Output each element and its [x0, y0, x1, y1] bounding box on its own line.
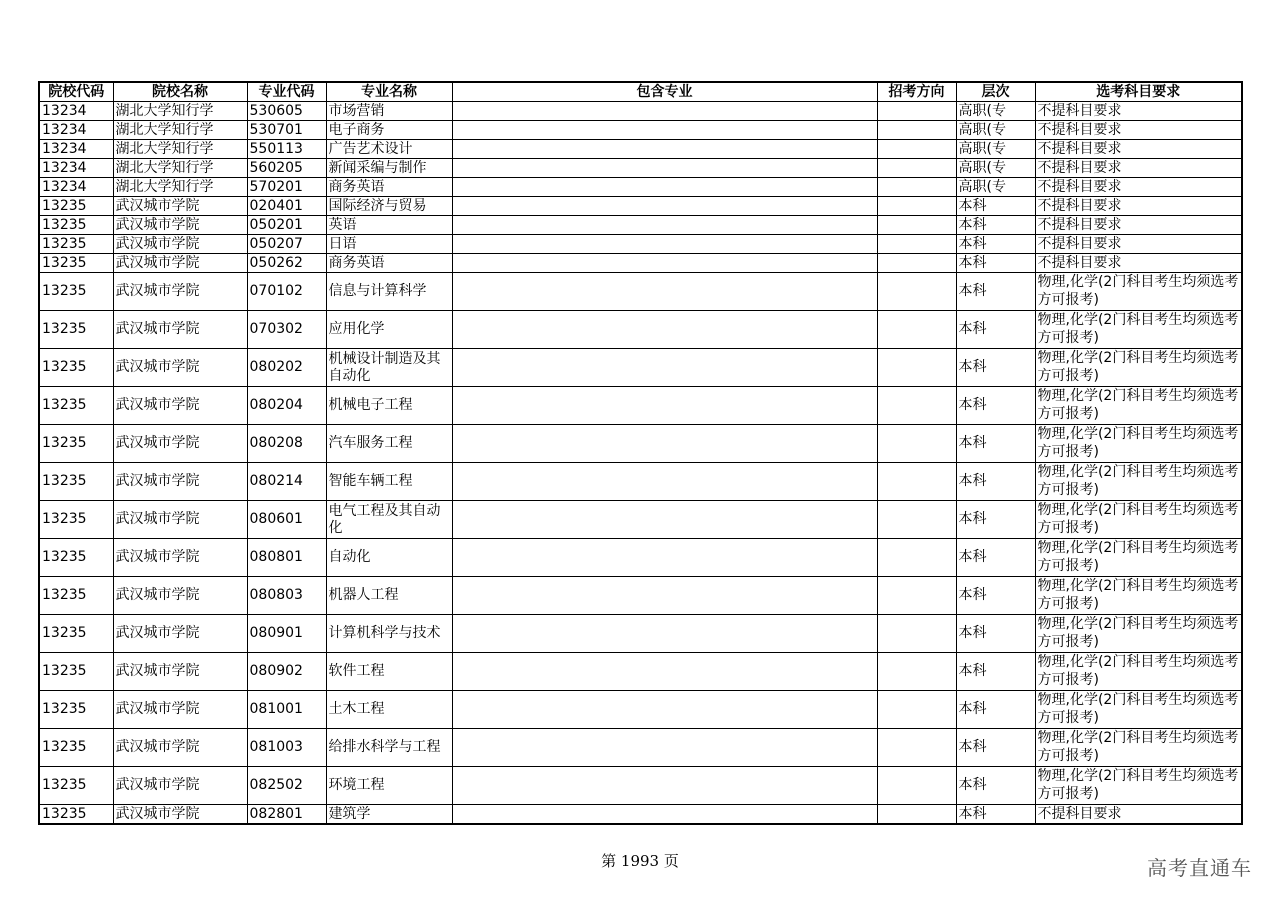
cell-school-code: 13235 [39, 615, 113, 653]
cell-subject-requirement: 不提科目要求 [1035, 254, 1242, 273]
cell-direction [877, 653, 956, 691]
table-row [39, 273, 1242, 311]
cell-subject-requirement: 物理,化学(2门科目考生均须选考方可报考) [1035, 539, 1242, 577]
cell-included-majors [452, 805, 877, 825]
cell-major-name: 建筑学 [326, 805, 452, 825]
header-level: 层次 [956, 82, 1035, 102]
cell-level: 本科 [956, 653, 1035, 691]
cell-subject-requirement: 不提科目要求 [1035, 159, 1242, 178]
cell-school-name: 武汉城市学院 [113, 216, 247, 235]
cell-level: 高职(专 [956, 159, 1035, 178]
cell-major-code: 080601 [247, 501, 326, 539]
cell-subject-requirement: 不提科目要求 [1035, 121, 1242, 140]
cell-major-code: 070302 [247, 311, 326, 349]
table-row [39, 216, 1242, 235]
cell-school-name: 武汉城市学院 [113, 197, 247, 216]
cell-included-majors [452, 425, 877, 463]
table-row [39, 387, 1242, 425]
admission-table [38, 81, 1243, 825]
cell-direction [877, 311, 956, 349]
cell-subject-requirement: 不提科目要求 [1035, 805, 1242, 825]
table-row [39, 805, 1242, 825]
cell-major-code: 070102 [247, 273, 326, 311]
cell-major-name: 电气工程及其自动化 [326, 501, 452, 539]
cell-direction [877, 463, 956, 501]
header-school-name: 院校名称 [113, 82, 247, 102]
cell-direction [877, 178, 956, 197]
table-row [39, 729, 1242, 767]
cell-school-code: 13235 [39, 425, 113, 463]
table-row [39, 178, 1242, 197]
cell-direction [877, 387, 956, 425]
cell-subject-requirement: 物理,化学(2门科目考生均须选考方可报考) [1035, 615, 1242, 653]
cell-direction [877, 197, 956, 216]
cell-school-name: 武汉城市学院 [113, 463, 247, 501]
cell-major-name: 国际经济与贸易 [326, 197, 452, 216]
cell-school-code: 13234 [39, 102, 113, 121]
cell-major-name: 商务英语 [326, 254, 452, 273]
cell-level: 本科 [956, 501, 1035, 539]
cell-major-name: 机器人工程 [326, 577, 452, 615]
cell-included-majors [452, 216, 877, 235]
cell-school-name: 武汉城市学院 [113, 539, 247, 577]
cell-direction [877, 273, 956, 311]
cell-level: 本科 [956, 254, 1035, 273]
cell-major-name: 智能车辆工程 [326, 463, 452, 501]
cell-school-code: 13235 [39, 463, 113, 501]
table-row [39, 767, 1242, 805]
cell-major-code: 570201 [247, 178, 326, 197]
table-row [39, 691, 1242, 729]
cell-direction [877, 805, 956, 825]
cell-level: 本科 [956, 463, 1035, 501]
cell-school-code: 13235 [39, 805, 113, 825]
cell-school-name: 武汉城市学院 [113, 577, 247, 615]
table-row [39, 159, 1242, 178]
cell-direction [877, 159, 956, 178]
cell-included-majors [452, 463, 877, 501]
cell-subject-requirement: 物理,化学(2门科目考生均须选考方可报考) [1035, 273, 1242, 311]
cell-major-code: 080208 [247, 425, 326, 463]
cell-direction [877, 254, 956, 273]
cell-school-name: 武汉城市学院 [113, 273, 247, 311]
cell-major-code: 020401 [247, 197, 326, 216]
cell-major-code: 080902 [247, 653, 326, 691]
cell-direction [877, 235, 956, 254]
cell-direction [877, 349, 956, 387]
header-major-name: 专业名称 [326, 82, 452, 102]
header-school-code: 院校代码 [39, 82, 113, 102]
cell-included-majors [452, 349, 877, 387]
header-subject-requirement: 选考科目要求 [1035, 82, 1242, 102]
cell-included-majors [452, 387, 877, 425]
cell-school-name: 武汉城市学院 [113, 501, 247, 539]
cell-school-code: 13234 [39, 121, 113, 140]
cell-school-name: 湖北大学知行学 [113, 140, 247, 159]
cell-direction [877, 691, 956, 729]
cell-direction [877, 539, 956, 577]
cell-included-majors [452, 539, 877, 577]
table-row [39, 501, 1242, 539]
table-row [39, 539, 1242, 577]
cell-major-name: 日语 [326, 235, 452, 254]
cell-major-name: 汽车服务工程 [326, 425, 452, 463]
cell-school-code: 13235 [39, 254, 113, 273]
cell-major-name: 新闻采编与制作 [326, 159, 452, 178]
table-row [39, 425, 1242, 463]
cell-major-code: 081001 [247, 691, 326, 729]
cell-included-majors [452, 767, 877, 805]
cell-subject-requirement: 不提科目要求 [1035, 140, 1242, 159]
cell-subject-requirement: 不提科目要求 [1035, 216, 1242, 235]
cell-school-name: 武汉城市学院 [113, 235, 247, 254]
cell-direction [877, 577, 956, 615]
cell-direction [877, 501, 956, 539]
cell-level: 本科 [956, 691, 1035, 729]
table-row [39, 463, 1242, 501]
cell-level: 本科 [956, 805, 1035, 825]
cell-major-name: 英语 [326, 216, 452, 235]
cell-major-code: 560205 [247, 159, 326, 178]
table-row [39, 197, 1242, 216]
cell-level: 本科 [956, 767, 1035, 805]
cell-school-name: 武汉城市学院 [113, 311, 247, 349]
cell-school-code: 13235 [39, 767, 113, 805]
cell-major-name: 软件工程 [326, 653, 452, 691]
cell-direction [877, 767, 956, 805]
cell-major-name: 计算机科学与技术 [326, 615, 452, 653]
cell-major-code: 080801 [247, 539, 326, 577]
table-row [39, 615, 1242, 653]
cell-included-majors [452, 197, 877, 216]
cell-subject-requirement: 不提科目要求 [1035, 102, 1242, 121]
cell-major-code: 550113 [247, 140, 326, 159]
cell-major-name: 市场营销 [326, 102, 452, 121]
cell-level: 本科 [956, 273, 1035, 311]
cell-included-majors [452, 615, 877, 653]
cell-school-code: 13235 [39, 273, 113, 311]
cell-included-majors [452, 501, 877, 539]
cell-school-name: 武汉城市学院 [113, 349, 247, 387]
cell-included-majors [452, 178, 877, 197]
cell-school-code: 13235 [39, 349, 113, 387]
cell-level: 本科 [956, 235, 1035, 254]
cell-level: 本科 [956, 615, 1035, 653]
cell-major-code: 050262 [247, 254, 326, 273]
cell-subject-requirement: 物理,化学(2门科目考生均须选考方可报考) [1035, 577, 1242, 615]
cell-included-majors [452, 254, 877, 273]
cell-level: 高职(专 [956, 178, 1035, 197]
cell-major-name: 广告艺术设计 [326, 140, 452, 159]
cell-school-code: 13235 [39, 197, 113, 216]
cell-included-majors [452, 102, 877, 121]
cell-major-code: 082502 [247, 767, 326, 805]
cell-school-code: 13235 [39, 501, 113, 539]
cell-level: 高职(专 [956, 121, 1035, 140]
cell-major-code: 082801 [247, 805, 326, 825]
watermark-text: 高考直通车 [1147, 856, 1252, 880]
cell-direction [877, 425, 956, 463]
cell-direction [877, 615, 956, 653]
table-row [39, 577, 1242, 615]
cell-level: 高职(专 [956, 102, 1035, 121]
cell-school-code: 13235 [39, 311, 113, 349]
cell-included-majors [452, 121, 877, 140]
cell-subject-requirement: 不提科目要求 [1035, 178, 1242, 197]
cell-subject-requirement: 物理,化学(2门科目考生均须选考方可报考) [1035, 653, 1242, 691]
cell-major-name: 环境工程 [326, 767, 452, 805]
header-row [39, 82, 1242, 102]
cell-level: 本科 [956, 197, 1035, 216]
cell-included-majors [452, 311, 877, 349]
page-number: 第 1993 页 [601, 852, 679, 870]
cell-school-name: 湖北大学知行学 [113, 178, 247, 197]
cell-school-name: 武汉城市学院 [113, 691, 247, 729]
cell-school-name: 武汉城市学院 [113, 254, 247, 273]
table-row [39, 102, 1242, 121]
table-row [39, 235, 1242, 254]
cell-subject-requirement: 物理,化学(2门科目考生均须选考方可报考) [1035, 463, 1242, 501]
cell-subject-requirement: 物理,化学(2门科目考生均须选考方可报考) [1035, 349, 1242, 387]
cell-school-name: 湖北大学知行学 [113, 159, 247, 178]
cell-level: 高职(专 [956, 140, 1035, 159]
cell-direction [877, 121, 956, 140]
cell-school-name: 武汉城市学院 [113, 729, 247, 767]
cell-level: 本科 [956, 311, 1035, 349]
cell-school-name: 湖北大学知行学 [113, 121, 247, 140]
cell-school-code: 13235 [39, 729, 113, 767]
table-row [39, 349, 1242, 387]
cell-school-name: 湖北大学知行学 [113, 102, 247, 121]
table-row [39, 121, 1242, 140]
header-included-majors: 包含专业 [452, 82, 877, 102]
cell-subject-requirement: 物理,化学(2门科目考生均须选考方可报考) [1035, 767, 1242, 805]
cell-school-code: 13235 [39, 539, 113, 577]
cell-major-code: 080204 [247, 387, 326, 425]
cell-direction [877, 216, 956, 235]
cell-school-name: 武汉城市学院 [113, 425, 247, 463]
cell-subject-requirement: 物理,化学(2门科目考生均须选考方可报考) [1035, 691, 1242, 729]
table-row [39, 140, 1242, 159]
cell-direction [877, 729, 956, 767]
cell-school-code: 13235 [39, 216, 113, 235]
cell-direction [877, 140, 956, 159]
cell-subject-requirement: 物理,化学(2门科目考生均须选考方可报考) [1035, 501, 1242, 539]
cell-school-code: 13235 [39, 577, 113, 615]
cell-direction [877, 102, 956, 121]
cell-major-name: 机械设计制造及其自动化 [326, 349, 452, 387]
table-row [39, 653, 1242, 691]
header-direction: 招考方向 [877, 82, 956, 102]
cell-major-name: 土木工程 [326, 691, 452, 729]
cell-school-code: 13234 [39, 140, 113, 159]
cell-major-name: 应用化学 [326, 311, 452, 349]
cell-major-code: 080803 [247, 577, 326, 615]
cell-school-code: 13234 [39, 159, 113, 178]
cell-school-name: 武汉城市学院 [113, 615, 247, 653]
cell-major-code: 530605 [247, 102, 326, 121]
cell-school-code: 13235 [39, 653, 113, 691]
cell-school-name: 武汉城市学院 [113, 387, 247, 425]
header-major-code: 专业代码 [247, 82, 326, 102]
cell-major-code: 050201 [247, 216, 326, 235]
table-row [39, 254, 1242, 273]
cell-included-majors [452, 577, 877, 615]
cell-major-name: 信息与计算科学 [326, 273, 452, 311]
cell-level: 本科 [956, 729, 1035, 767]
cell-school-name: 武汉城市学院 [113, 805, 247, 825]
cell-included-majors [452, 653, 877, 691]
cell-subject-requirement: 物理,化学(2门科目考生均须选考方可报考) [1035, 311, 1242, 349]
cell-subject-requirement: 物理,化学(2门科目考生均须选考方可报考) [1035, 425, 1242, 463]
table-body [39, 102, 1242, 825]
cell-major-code: 081003 [247, 729, 326, 767]
cell-school-name: 武汉城市学院 [113, 653, 247, 691]
cell-included-majors [452, 273, 877, 311]
cell-level: 本科 [956, 539, 1035, 577]
cell-school-code: 13234 [39, 178, 113, 197]
cell-level: 本科 [956, 577, 1035, 615]
cell-included-majors [452, 140, 877, 159]
cell-included-majors [452, 729, 877, 767]
cell-school-code: 13235 [39, 691, 113, 729]
cell-major-code: 530701 [247, 121, 326, 140]
cell-major-name: 自动化 [326, 539, 452, 577]
cell-subject-requirement: 物理,化学(2门科目考生均须选考方可报考) [1035, 387, 1242, 425]
cell-level: 本科 [956, 425, 1035, 463]
cell-included-majors [452, 235, 877, 254]
cell-school-code: 13235 [39, 235, 113, 254]
cell-subject-requirement: 不提科目要求 [1035, 197, 1242, 216]
table-row [39, 311, 1242, 349]
cell-school-code: 13235 [39, 387, 113, 425]
cell-included-majors [452, 691, 877, 729]
cell-level: 本科 [956, 349, 1035, 387]
cell-level: 本科 [956, 387, 1035, 425]
cell-subject-requirement: 不提科目要求 [1035, 235, 1242, 254]
cell-major-code: 080214 [247, 463, 326, 501]
cell-major-name: 商务英语 [326, 178, 452, 197]
cell-subject-requirement: 物理,化学(2门科目考生均须选考方可报考) [1035, 729, 1242, 767]
cell-major-name: 电子商务 [326, 121, 452, 140]
cell-major-code: 050207 [247, 235, 326, 254]
cell-major-name: 机械电子工程 [326, 387, 452, 425]
cell-major-code: 080202 [247, 349, 326, 387]
cell-level: 本科 [956, 216, 1035, 235]
cell-major-name: 给排水科学与工程 [326, 729, 452, 767]
cell-school-name: 武汉城市学院 [113, 767, 247, 805]
cell-included-majors [452, 159, 877, 178]
cell-major-code: 080901 [247, 615, 326, 653]
